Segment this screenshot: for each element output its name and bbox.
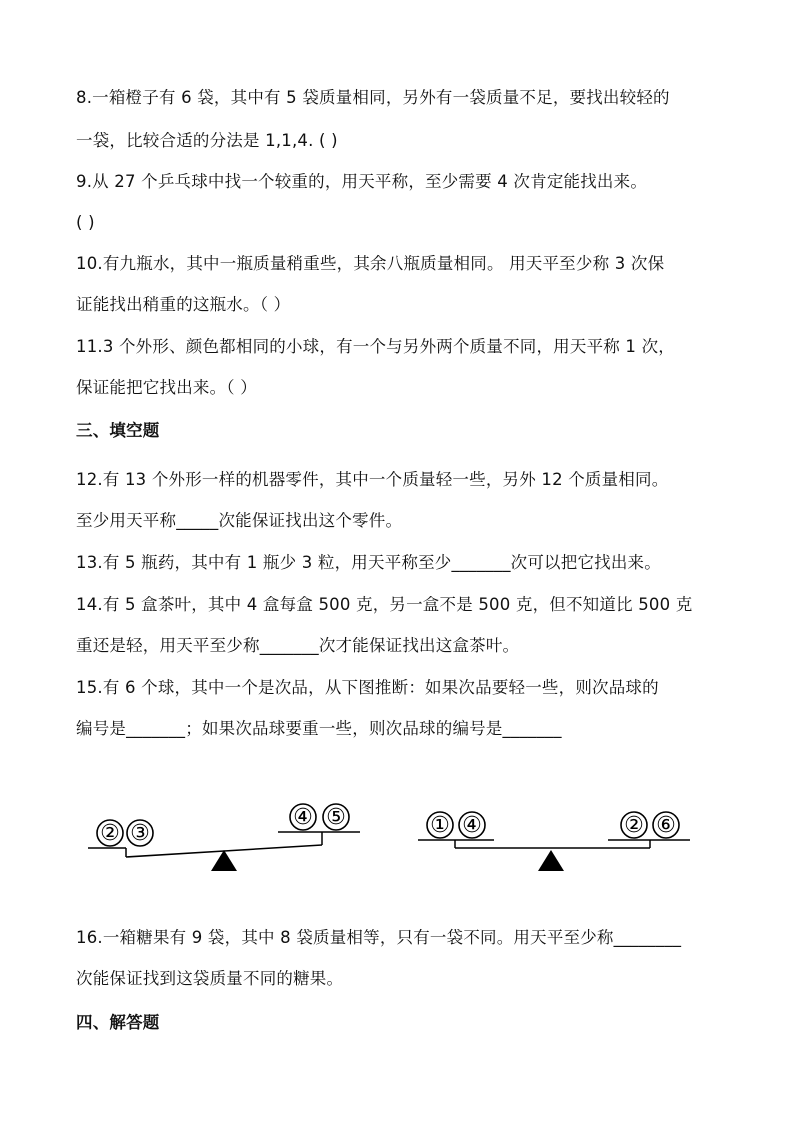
- ball-label: ⑤: [326, 805, 346, 830]
- ball-label: ⑥: [656, 813, 676, 838]
- q9-line2: ( ): [76, 213, 95, 232]
- q15-line1: 15.有 6 个球，其中一个是次品，从下图推断：如果次品要轻一些，则次品球的: [76, 678, 659, 697]
- q13-line1: 13.有 5 瓶药，其中有 1 瓶少 3 粒，用天平称至少_______次可以把它找出来。: [76, 553, 661, 572]
- q14-line1: 14.有 5 盒茶叶，其中 4 盒每盒 500 克，另一盒不是 500 克，但不知道比 500 克: [76, 595, 693, 614]
- section-heading-fill-in: 三、填空题: [76, 421, 160, 440]
- q10-line2: 证能找出稍重的这瓶水。（ ）: [76, 295, 291, 314]
- q16-line1: 16.一箱糖果有 9 袋，其中 8 袋质量相等，只有一袋不同。用天平至少称________: [76, 928, 682, 947]
- q11-line2: 保证能把它找出来。（ ）: [76, 378, 257, 397]
- q15-line2: 编号是_______；如果次品球要重一些，则次品球的编号是_______: [76, 719, 562, 738]
- q16-line2: 次能保证找到这袋质量不同的糖果。: [76, 969, 344, 988]
- left-scale-left-pan-balls: [97, 820, 153, 846]
- q12-line1: 12.有 13 个外形一样的机器零件，其中一个质量轻一些，另外 12 个质量相同。: [76, 470, 669, 489]
- section-heading-answer: 四、解答题: [76, 1013, 160, 1032]
- ball-label: ④: [293, 805, 313, 830]
- ball-label: ③: [130, 821, 150, 846]
- right-balance-scale: [418, 812, 690, 871]
- q11-line1: 11.3 个外形、颜色都相同的小球，有一个与另外两个质量不同，用天平称 1 次，: [76, 337, 675, 356]
- q8-line1: 8.一箱橙子有 6 袋，其中有 5 袋质量相同，另外有一袋质量不足，要找出较轻的: [76, 88, 670, 107]
- ball-label: ①: [430, 813, 450, 838]
- left-balance-scale: [88, 804, 360, 871]
- ball-label: ②: [624, 813, 644, 838]
- ball-label: ④: [462, 813, 482, 838]
- q12-line2: 至少用天平称_____次能保证找出这个零件。: [76, 511, 403, 530]
- right-scale-right-pan-balls: [621, 812, 679, 838]
- q14-line2: 重还是轻，用天平至少称_______次才能保证找出这盒茶叶。: [76, 636, 520, 655]
- balance-scales-figure: [0, 790, 794, 880]
- left-scale-right-pan-balls: [290, 804, 349, 830]
- right-scale-left-pan-balls: [427, 812, 485, 838]
- q10-line1: 10.有九瓶水，其中一瓶质量稍重些，其余八瓶质量相同。 用天平至少称 3 次保: [76, 254, 665, 273]
- q9-line1: 9.从 27 个乒乓球中找一个较重的，用天平称，至少需要 4 次肯定能找出来。: [76, 172, 648, 191]
- ball-label: ②: [100, 821, 120, 846]
- q8-line2: 一袋，比较合适的分法是 1,1,4. ( ): [76, 131, 338, 150]
